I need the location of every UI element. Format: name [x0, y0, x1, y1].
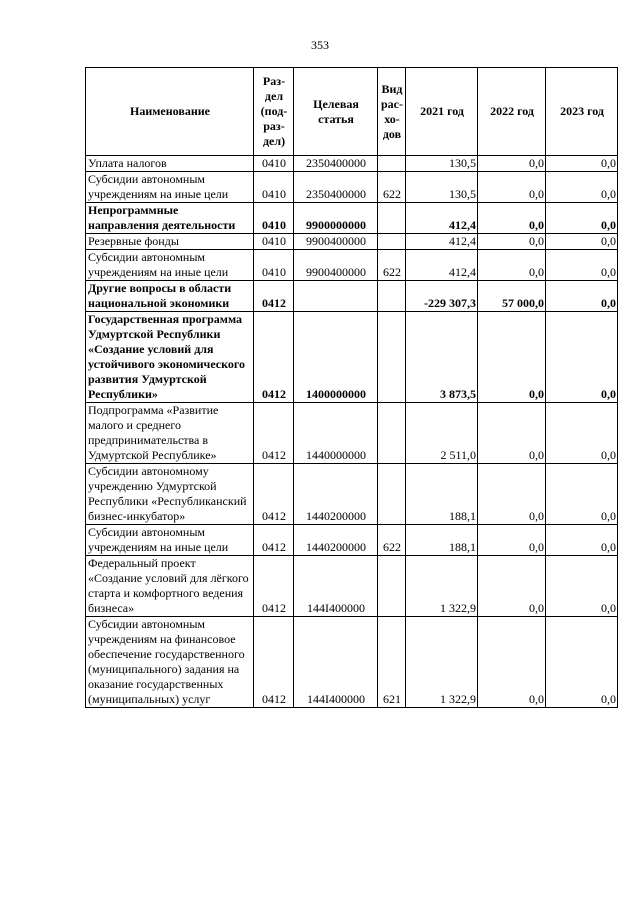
row-section: 0410 [254, 250, 294, 281]
row-name: Непрограммные направления деятельности [86, 203, 254, 234]
row-name: Уплата налогов [86, 156, 254, 172]
row-name: Подпрограмма «Развитие малого и среднего предпринимательства в Удмуртской Республике» [86, 403, 254, 464]
row-2021: 188,1 [406, 525, 478, 556]
row-target: 1440200000 [294, 525, 378, 556]
row-2022: 57 000,0 [478, 281, 546, 312]
row-2022: 0,0 [478, 234, 546, 250]
row-2022: 0,0 [478, 172, 546, 203]
row-target: 2350400000 [294, 156, 378, 172]
row-name: Субсидии автономным учреждениям на финансовое обеспечение государственного (муниципального) задания на оказание государственных (муниципальных) услуг [86, 617, 254, 708]
row-name: Другие вопросы в области национальной экономики [86, 281, 254, 312]
row-2023: 0,0 [546, 464, 618, 525]
row-2022: 0,0 [478, 525, 546, 556]
row-name: Резервные фонды [86, 234, 254, 250]
row-target: 1440200000 [294, 464, 378, 525]
row-type [378, 203, 406, 234]
header-name: Наименование [86, 68, 254, 156]
row-type [378, 234, 406, 250]
row-type [378, 312, 406, 403]
row-type [378, 403, 406, 464]
row-type [378, 281, 406, 312]
row-section: 0410 [254, 172, 294, 203]
row-2023: 0,0 [546, 312, 618, 403]
table-row [86, 525, 618, 556]
table-row [86, 156, 618, 172]
row-2023: 0,0 [546, 172, 618, 203]
table-row [86, 172, 618, 203]
row-target: 1440000000 [294, 403, 378, 464]
row-type: 622 [378, 172, 406, 203]
row-section: 0412 [254, 617, 294, 708]
row-name: Субсидии автономным учреждениям на иные цели [86, 172, 254, 203]
row-type: 621 [378, 617, 406, 708]
table-row [86, 312, 618, 403]
row-2022: 0,0 [478, 250, 546, 281]
row-target: 1400000000 [294, 312, 378, 403]
row-section: 0412 [254, 525, 294, 556]
table-row [86, 556, 618, 617]
row-target [294, 281, 378, 312]
row-2022: 0,0 [478, 156, 546, 172]
header-2023: 2023 год [546, 68, 618, 156]
table-row [86, 403, 618, 464]
row-2022: 0,0 [478, 203, 546, 234]
row-2021: 130,5 [406, 156, 478, 172]
row-name: Субсидии автономным учреждениям на иные цели [86, 250, 254, 281]
row-target: 144I400000 [294, 617, 378, 708]
row-2022: 0,0 [478, 312, 546, 403]
row-section: 0412 [254, 556, 294, 617]
row-section: 0412 [254, 281, 294, 312]
row-type [378, 464, 406, 525]
table-row [86, 203, 618, 234]
row-section: 0410 [254, 156, 294, 172]
table-row [86, 281, 618, 312]
row-2023: 0,0 [546, 203, 618, 234]
row-2021: -229 307,3 [406, 281, 478, 312]
header-2021: 2021 год [406, 68, 478, 156]
page-number: 353 [311, 38, 329, 52]
row-section: 0412 [254, 403, 294, 464]
row-type: 622 [378, 250, 406, 281]
row-name: Субсидии автономному учреждению Удмуртской Республики «Республиканский бизнес-инкубатор» [86, 464, 254, 525]
row-target: 9900000000 [294, 203, 378, 234]
budget-table [85, 67, 618, 708]
row-section: 0410 [254, 234, 294, 250]
row-2021: 1 322,9 [406, 556, 478, 617]
row-2021: 3 873,5 [406, 312, 478, 403]
row-2021: 412,4 [406, 250, 478, 281]
row-type [378, 556, 406, 617]
table-row [86, 250, 618, 281]
row-section: 0410 [254, 203, 294, 234]
row-2021: 1 322,9 [406, 617, 478, 708]
row-2023: 0,0 [546, 556, 618, 617]
row-type [378, 156, 406, 172]
row-target: 9900400000 [294, 250, 378, 281]
row-target: 144I400000 [294, 556, 378, 617]
header-target: Целевая статья [294, 68, 378, 156]
row-2023: 0,0 [546, 281, 618, 312]
header-type: Вид рас- хо- дов [378, 68, 406, 156]
row-2021: 130,5 [406, 172, 478, 203]
row-section: 0412 [254, 464, 294, 525]
header-2022: 2022 год [478, 68, 546, 156]
row-target: 9900400000 [294, 234, 378, 250]
row-2021: 412,4 [406, 203, 478, 234]
row-section: 0412 [254, 312, 294, 403]
row-2021: 2 511,0 [406, 403, 478, 464]
row-name: Субсидии автономным учреждениям на иные цели [86, 525, 254, 556]
row-2022: 0,0 [478, 556, 546, 617]
row-2021: 412,4 [406, 234, 478, 250]
row-2023: 0,0 [546, 617, 618, 708]
row-2023: 0,0 [546, 403, 618, 464]
row-target: 2350400000 [294, 172, 378, 203]
row-name: Федеральный проект «Создание условий для лёгкого старта и комфортного ведения бизнеса» [86, 556, 254, 617]
row-type: 622 [378, 525, 406, 556]
table-row [86, 617, 618, 708]
row-name: Государственная программа Удмуртской Республики «Создание условий для устойчивого экономического развития Удмуртской Республики» [86, 312, 254, 403]
row-2023: 0,0 [546, 156, 618, 172]
row-2023: 0,0 [546, 234, 618, 250]
row-2021: 188,1 [406, 464, 478, 525]
row-2022: 0,0 [478, 464, 546, 525]
row-2022: 0,0 [478, 617, 546, 708]
row-2022: 0,0 [478, 403, 546, 464]
row-2023: 0,0 [546, 525, 618, 556]
table-row [86, 234, 618, 250]
header-row [86, 68, 618, 156]
header-section: Раз- дел (под- раз- дел) [254, 68, 294, 156]
row-2023: 0,0 [546, 250, 618, 281]
table-row [86, 464, 618, 525]
